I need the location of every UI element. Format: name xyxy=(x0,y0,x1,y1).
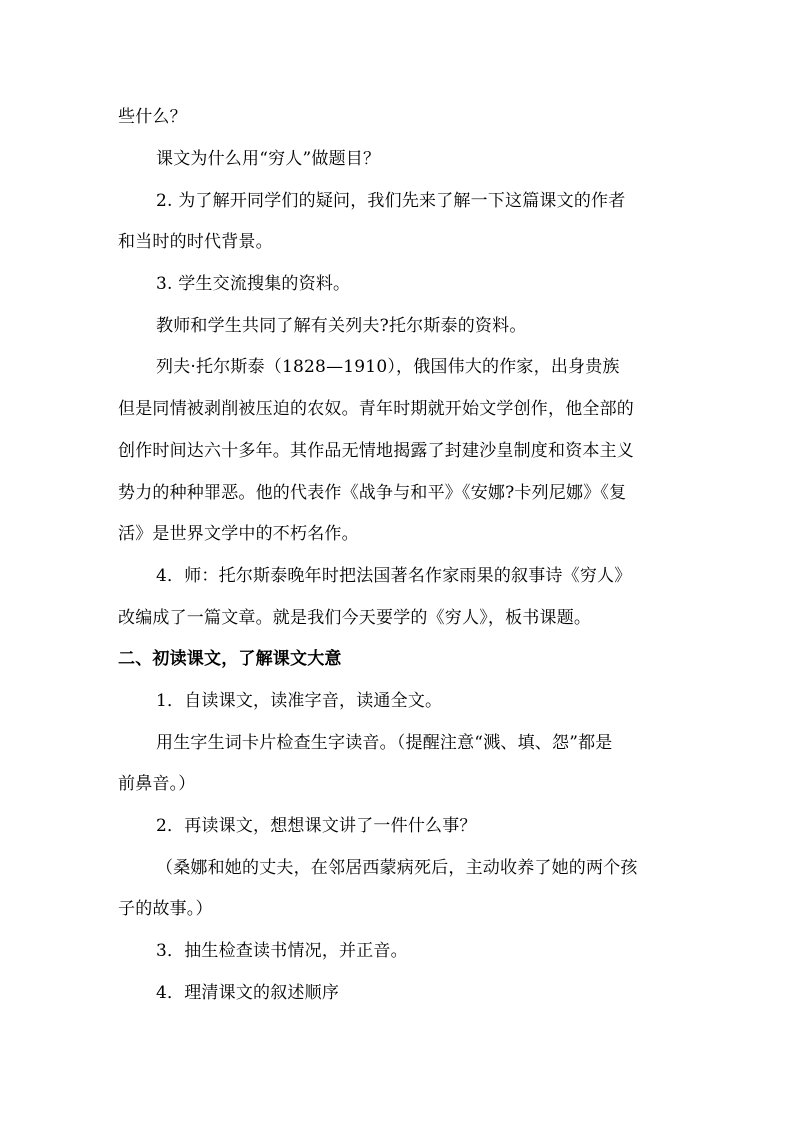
text-line-4: 和当时的时代背景。 xyxy=(118,232,273,252)
text-line-2: 课文为什么用“穷人”做题目？ xyxy=(156,149,381,169)
text-line-21: 3．抽生检查读书情况，并正音。 xyxy=(156,941,408,961)
text-line-17: 前鼻音。） xyxy=(118,774,196,794)
text-line-12: 4．师：托尔斯泰晚年时把法国著名作家雨果的叙事诗《穷人》 xyxy=(156,566,632,586)
section-heading: 二、初读课文，了解课文大意 xyxy=(118,649,342,669)
text-line-22: 4．理清课文的叙述顺序 xyxy=(156,983,340,1003)
text-line-11: 活》是世界文学中的不朽名作。 xyxy=(118,524,359,544)
text-line-7: 列夫·托尔斯泰（1828—1910），俄国伟大的作家，出身贵族 xyxy=(156,357,620,377)
text-line-19: （桑娜和她的丈夫，在邻居西蒙病死后，主动收养了她的两个孩 xyxy=(156,858,638,878)
text-line-10: 势力的种种罪恶。他的代表作《战争与和平》《安娜?卡列尼娜》《复 xyxy=(118,483,627,503)
text-line-15: 1．自读课文，读准字音，读通全文。 xyxy=(156,691,443,711)
text-line-8: 但是同情被剥削被压迫的农奴。青年时期就开始文学创作，他全部的 xyxy=(118,399,634,419)
text-line-9: 创作时间达六十多年。其作品无情地揭露了封建沙皇制度和资本主义 xyxy=(118,441,634,461)
text-line-18: 2．再读课文，想想课文讲了一件什么事？ xyxy=(156,816,477,836)
text-line-16: 用生字生词卡片检查生字读音。（提醒注意“溅、填、怨”都是 xyxy=(156,733,613,753)
text-line-20: 子的故事。） xyxy=(118,899,213,919)
text-line-1: 些什么？ xyxy=(118,107,187,127)
text-line-5: 3. 学生交流搜集的资料。 xyxy=(156,274,351,294)
text-line-3: 2. 为了解开同学们的疑问，我们先来了解一下这篇课文的作者 xyxy=(156,191,626,211)
text-line-13: 改编成了一篇文章。就是我们今天要学的《穷人》，板书课题。 xyxy=(118,608,592,628)
text-line-6: 教师和学生共同了解有关列夫?托尔斯泰的资料。 xyxy=(156,316,527,336)
